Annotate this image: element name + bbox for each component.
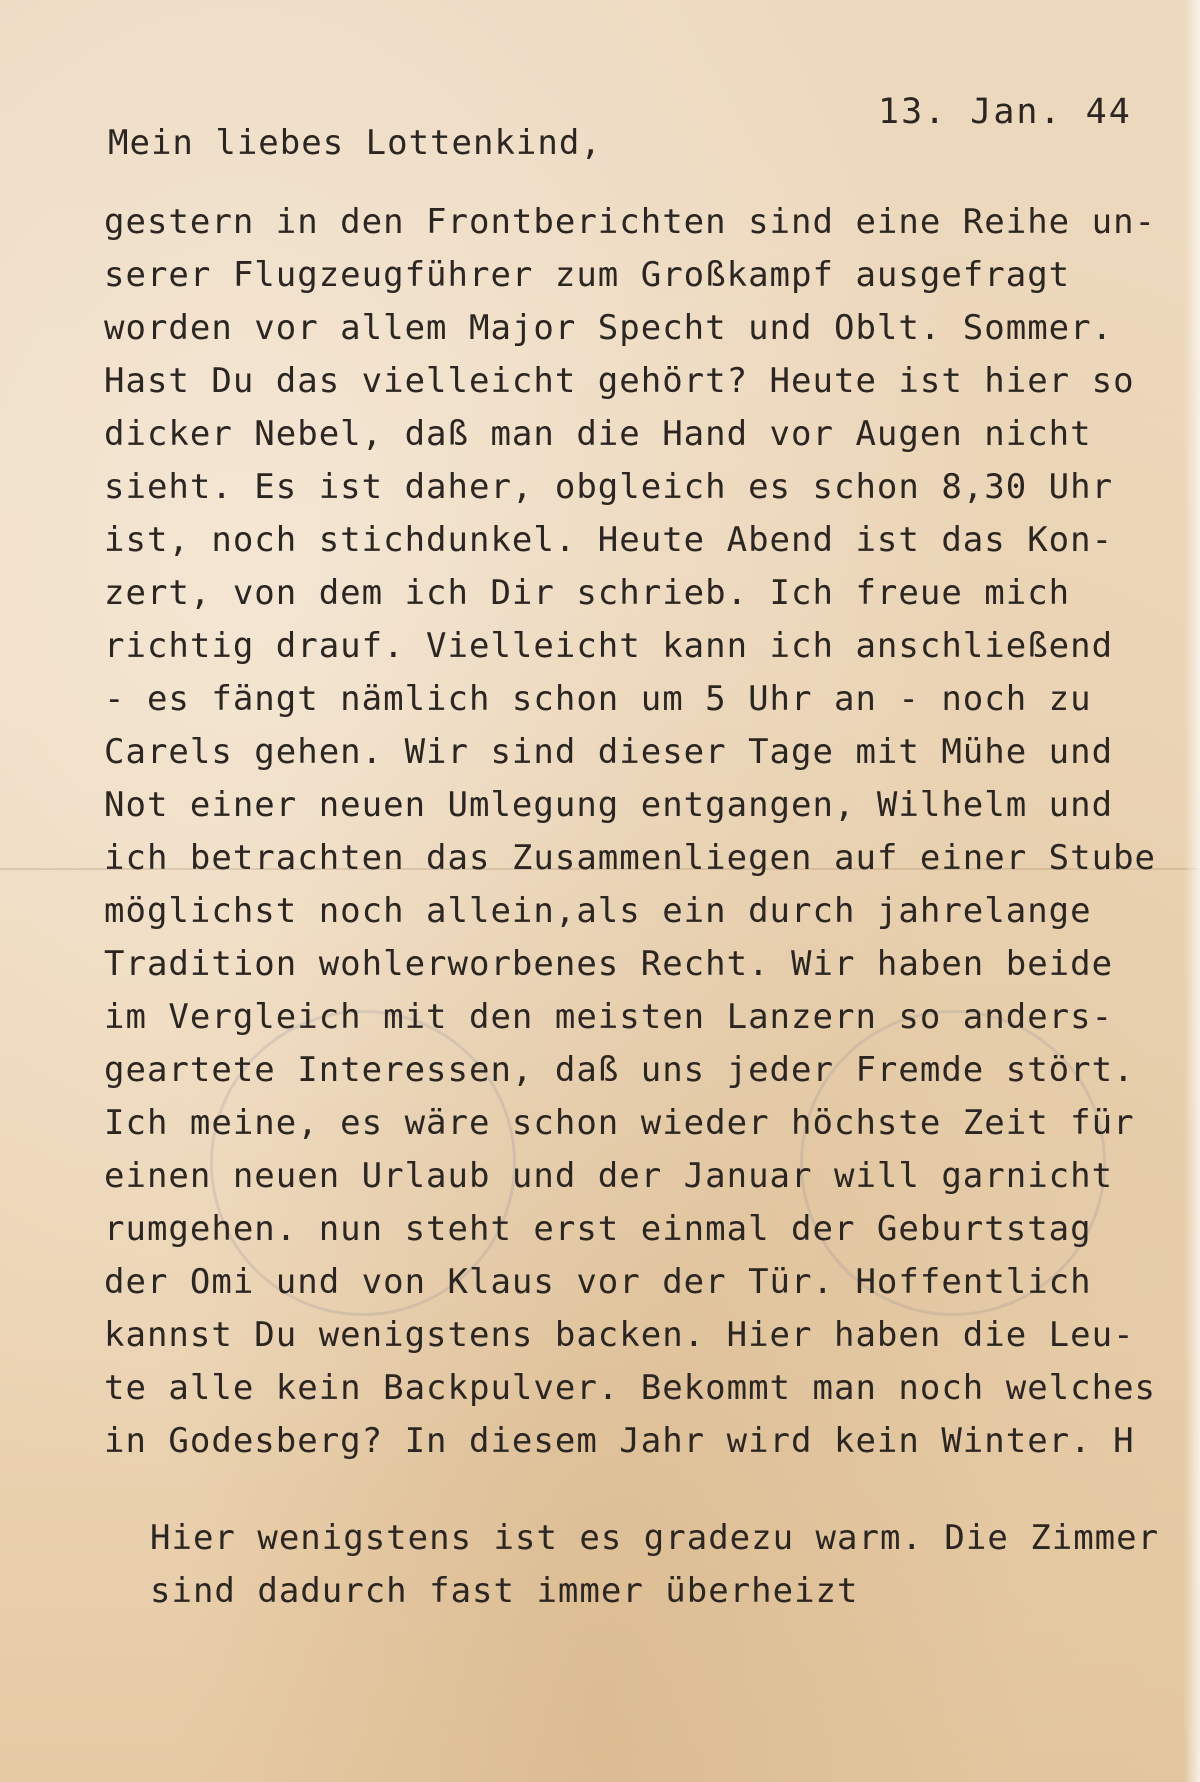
tail-line: Hier wenigstens ist es gradezu warm. Die Zimmer — [150, 1518, 1160, 1558]
letter-tail — [150, 1512, 1159, 1618]
body-line: rumgehen. nun steht erst einmal der Geburtstag — [104, 1209, 1092, 1249]
letter-salutation: Mein liebes Lottenkind, — [108, 123, 602, 163]
body-line: te alle kein Backpulver. Bekommt man noch welches — [104, 1368, 1157, 1408]
paper-edge — [1184, 0, 1200, 1782]
body-line: dicker Nebel, daß man die Hand vor Augen nicht — [104, 414, 1092, 454]
tail-line: sind dadurch fast immer überheizt — [150, 1571, 859, 1611]
body-line: gestern in den Frontberichten sind eine Reihe un- — [104, 202, 1157, 242]
body-line: richtig drauf. Vielleicht kann ich anschließend — [104, 626, 1114, 666]
letter-date: 13. Jan. 44 — [878, 92, 1132, 132]
body-line: Tradition wohlerworbenes Recht. Wir haben beide — [104, 944, 1114, 984]
body-line: ich betrachten das Zusammenliegen auf einer Stube — [104, 838, 1157, 878]
body-line: zert, von dem ich Dir schrieb. Ich freue mich — [104, 573, 1071, 613]
letter-body — [104, 196, 1156, 1468]
body-line: kannst Du wenigstens backen. Hier haben die Leu- — [104, 1315, 1135, 1355]
body-line: Ich meine, es wäre schon wieder höchste Zeit für — [104, 1103, 1135, 1143]
body-line: in Godesberg? In diesem Jahr wird kein Winter. H — [104, 1421, 1135, 1461]
body-line: Hast Du das vielleicht gehört? Heute ist hier so — [104, 361, 1135, 401]
body-line: im Vergleich mit den meisten Lanzern so anders- — [104, 997, 1114, 1037]
body-line: sieht. Es ist daher, obgleich es schon 8,30 Uhr — [104, 467, 1114, 507]
body-line: der Omi und von Klaus vor der Tür. Hoffentlich — [104, 1262, 1092, 1302]
body-line: möglichst noch allein,als ein durch jahrelange — [104, 891, 1092, 931]
body-line: ist, noch stichdunkel. Heute Abend ist das Kon- — [104, 520, 1114, 560]
body-line: einen neuen Urlaub und der Januar will garnicht — [104, 1156, 1114, 1196]
body-line: serer Flugzeugführer zum Großkampf ausgefragt — [104, 255, 1071, 295]
body-line: worden vor allem Major Specht und Oblt. Sommer. — [104, 308, 1114, 348]
body-line: Not einer neuen Umlegung entgangen, Wilhelm und — [104, 785, 1114, 825]
body-line: - es fängt nämlich schon um 5 Uhr an - noch zu — [104, 679, 1092, 719]
body-line: geartete Interessen, daß uns jeder Fremde stört. — [104, 1050, 1135, 1090]
body-line: Carels gehen. Wir sind dieser Tage mit Mühe und — [104, 732, 1114, 772]
